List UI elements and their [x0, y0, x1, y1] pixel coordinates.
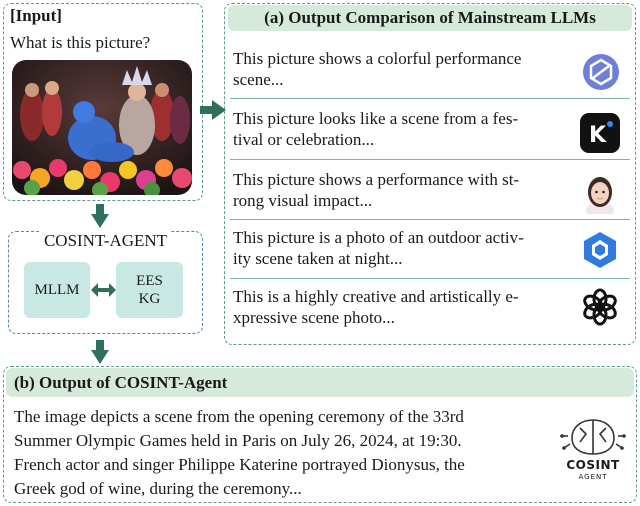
- input-photo: [12, 60, 192, 195]
- row-divider: [230, 219, 630, 220]
- comparison-row-1-text: This picture shows a colorful performance scene...: [233, 49, 522, 89]
- comparison-row-5-text: This is a highly creative and artistically e- xpressive scene photo...: [233, 287, 519, 327]
- arrow-right-icon: [200, 100, 226, 120]
- row-divider: [230, 159, 630, 160]
- cosint-agent-logo: [556, 414, 630, 488]
- mllm-box: MLLM: [24, 262, 90, 318]
- comparison-row-3-text: This picture shows a performance with st- rong visual impact...: [233, 170, 520, 210]
- ees-kg-box: EES KG: [116, 262, 183, 318]
- input-label: [Input]: [10, 6, 62, 25]
- comparison-row-2-text: This picture looks like a scene from a fes- tival or celebration...: [233, 109, 519, 149]
- output-text: The image depicts a scene from the opening ceremony of the 33rd Summer Olympic Games held in Paris on July 26, 2024, at 19:30. French actor and singer Philippe Katerine portrayed Dionysus, the Greek god of wine, during the ceremony...: [14, 407, 465, 498]
- gemini-style-logo-icon: [579, 50, 623, 94]
- row-divider: [230, 278, 630, 279]
- arrow-down-icon: [91, 204, 109, 228]
- logo-wordmark: COSINT: [566, 458, 620, 472]
- comparison-title: (a) Output Comparison of Mainstream LLMs: [228, 5, 632, 31]
- logo-subtext: AGENT: [578, 473, 608, 481]
- svg-text:K: K: [589, 123, 607, 148]
- ceremony-photo-image: [12, 60, 192, 195]
- comparison-row-4-text: This picture is a photo of an outdoor activ- ity scene taken at night...: [233, 228, 524, 268]
- output-title: (b) Output of COSINT-Agent: [6, 368, 634, 397]
- agent-title: COSINT-AGENT: [0, 231, 211, 251]
- bidirectional-arrow-icon: [91, 283, 116, 297]
- openai-logo-icon: [578, 285, 622, 329]
- input-question: What is this picture?: [10, 33, 151, 52]
- row-divider: [230, 98, 630, 99]
- kimi-logo-icon: [578, 111, 622, 155]
- arrow-down-icon: [91, 340, 109, 364]
- avatar-girl-icon: [578, 170, 622, 214]
- blue-hexagon-logo-icon: [578, 228, 622, 272]
